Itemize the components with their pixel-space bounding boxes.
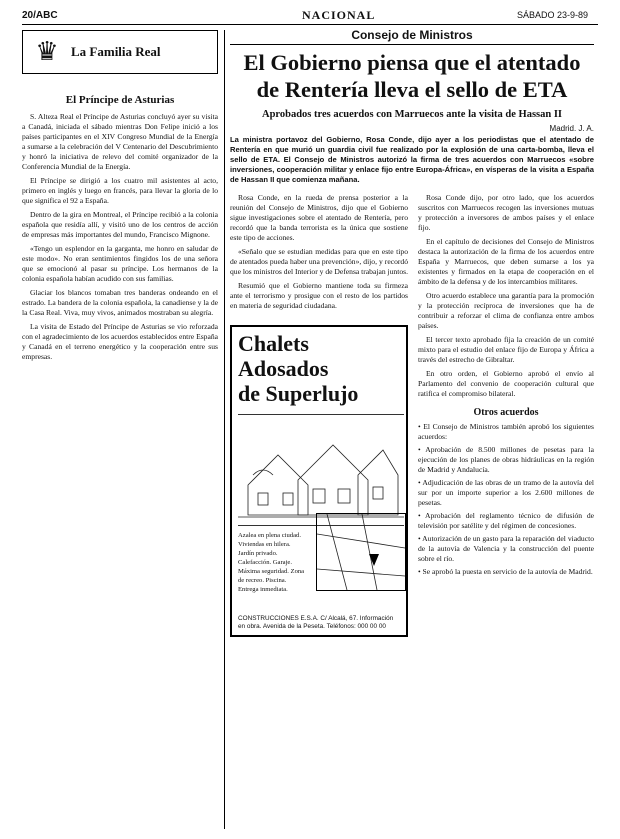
agreement-item: • Aprobación de 8.500 millones de pesetas para la ejecución de los planes de obras hidráulicas en la región de Madrid y Andalucía. bbox=[418, 445, 594, 474]
agreement-item: • Aprobación del reglamento técnico de difusión de televisión por satélite y del régimen de concesiones. bbox=[418, 511, 594, 530]
main-article bbox=[230, 28, 594, 829]
ad-copy: Azalea en plena ciudad. Viviendas en hilera. Jardín privado. Calefacción. Garaje. Máxima seguridad. Zona de recreo. Piscina. Entrega inmediata. bbox=[238, 532, 305, 593]
headline-line: El Gobierno piensa que el atentado bbox=[243, 50, 581, 75]
paragraph: Resumió que el Gobierno mantiene toda su firmeza ante el terrorismo y prosigue con el resto de los partidos en materia de seguridad ciudadana. bbox=[230, 281, 408, 310]
body-column-a bbox=[230, 193, 408, 637]
headline-line: de Rentería lleva el sello de ETA bbox=[256, 77, 568, 102]
advertisement bbox=[230, 325, 408, 637]
paragraph: El tercer texto aprobado fija la creación de un comité mixto para el estudio del enlace fijo de Europa y África a través del estrecho de Gibraltar. bbox=[418, 335, 594, 364]
kicker-rule bbox=[230, 44, 594, 45]
paragraph: Dentro de la gira en Montreal, el Príncipe recibió a la colonia española que residía allí, y visitó uno de los centros de acción de empresas más importantes del mundo, Francisco Mignone. bbox=[22, 210, 218, 239]
section-title: NACIONAL bbox=[302, 8, 376, 22]
paragraph: Rosa Conde dijo, por otro lado, que los acuerdos suscritos con Marruecos recogen las inversiones mutuas y protección a inversores de ambos países y el enlace fijo. bbox=[418, 193, 594, 232]
agreement-item: • Adjudicación de las obras de un tramo de la autovía del sur por un importe superior a los 2.600 millones de pesetas. bbox=[418, 478, 594, 507]
royal-family-badge bbox=[22, 30, 218, 74]
left-column bbox=[22, 30, 218, 829]
agreement-item: • Autorización de un gasto para la reparación del viaducto de la autovía de Valencia y la construcción del puente sobre el río. bbox=[418, 534, 594, 563]
agreement-item: • El Consejo de Ministros también aprobó los siguientes acuerdos: bbox=[418, 422, 594, 441]
paragraph: En otro orden, el Gobierno aprobó el envío al Parlamento del convenio de cooperación cultural que ratifica el compromiso bilateral. bbox=[418, 369, 594, 398]
location-map bbox=[316, 513, 406, 591]
paragraph: S. Alteza Real el Príncipe de Asturias concluyó ayer su visita a Canadá, iniciada el sábado mientras Don Felipe inició a los países participantes en el XIV Congreso Mundial de la Energía a sumarse a la celebración del V Centenario del Descubrimiento y honró la iniciativa de relevo del comité organizador de la Conferencia Mundial de la Energía. bbox=[22, 112, 218, 171]
paragraph: En el capítulo de decisiones del Consejo de Ministros destaca la autorización de la firma de los acuerdos entre España y Marruecos, que deben sumarse a los ya existentes y firmados en la etapa de cooperación en el ámbito de la defensa y de los intercambios militares. bbox=[418, 237, 594, 286]
other-agreements-heading: Otros acuerdos bbox=[473, 407, 539, 418]
article-lead: La ministra portavoz del Gobierno, Rosa Conde, dijo ayer a los periodistas que el atentado de Rentería en que murió un guardia civil fue realizado por la explosión de una carta-bomba, lleva el sello de ETA. El Consejo de Ministros autorizó la firma de tres acuerdos con Marruecos «sobre inversiones, cooperación militar y enlace fijo entre Europa-África», en vísperas de la visita a España de Hassan II que comienza mañana. bbox=[230, 135, 594, 184]
paragraph: Glaciar los blancos tomaban tres banderas ondeando en el estrado. La bandera de la colonia española, la canadiense y la de la Casa Real. Viva, muy vivos, animados mostraban su alegría. bbox=[22, 288, 218, 317]
article-headline bbox=[230, 49, 594, 103]
page-header bbox=[22, 8, 598, 24]
house-illustration bbox=[238, 414, 404, 526]
paragraph: El Príncipe se dirigió a los cuatro mil asistentes al acto, primero en inglés y luego en francés, para llevar la gloria de lo que significa el 92 a España. bbox=[22, 176, 218, 205]
ad-title-line: de Superlujo bbox=[238, 381, 359, 406]
column-divider bbox=[224, 30, 225, 829]
paragraph: Otro acuerdo establece una garantía para la promoción y la protección recíproca de inversiones que ha de contribuir a reforzar el clima de confianza entre ambos países. bbox=[418, 291, 594, 330]
badge-label: La Familia Real bbox=[71, 44, 161, 59]
agreement-item: • Se aprobó la puesta en servicio de la autovía de Madrid. bbox=[418, 567, 593, 576]
ad-footer: CONSTRUCCIONES E.S.A. C/ Alcalá, 67. Información en obra. Avenida de la Peseta. Teléfonos: 000 00 00 bbox=[238, 615, 394, 630]
paragraph: «Señalo que se estudian medidas para que en este tipo de atentados pueda haber una prevención», dijo, y recordó que los ministros del Interior y de Defensa trabajan juntos. bbox=[230, 247, 408, 276]
byline: Madrid. J. A. bbox=[549, 124, 594, 133]
article-kicker: Consejo de Ministros bbox=[351, 28, 473, 42]
article-subhead: El Príncipe de Asturias bbox=[65, 94, 175, 106]
page-number: 20/ABC bbox=[22, 10, 58, 21]
paragraph: La visita de Estado del Príncipe de Asturias se vio reforzada con el agradecimiento de los acuerdos establecidos entre España y Canadá en el terreno energético y la cooperación entre sus empresas. bbox=[22, 322, 218, 361]
body-column-b bbox=[418, 193, 594, 637]
paragraph: «Tengo un esplendor en la garganta, me honro en saludar de este modo». No eran sentimientos fingidos los de una señora que se emocionó al pasar su príncipe. Los hermanos de la colonia española habían acudido con sus familias. bbox=[22, 244, 218, 283]
article-body bbox=[230, 193, 594, 637]
royal-crest-icon: ♛ bbox=[35, 37, 59, 66]
paragraph: Rosa Conde, en la rueda de prensa posterior a la reunión del Consejo de Ministros, dijo que el Gobierno sigue investigaciones sobre el atentado de Rentería, pero recordó que la banda terrorista es la única que sostiene este tipo de acciones. bbox=[230, 193, 408, 242]
issue-date: SÁBADO 23-9-89 bbox=[516, 10, 588, 20]
header-rule bbox=[22, 24, 598, 25]
article-subtitle: Aprobados tres acuerdos con Marruecos ante la visita de Hassan II bbox=[261, 109, 563, 120]
ad-title bbox=[238, 331, 400, 406]
ad-title-line: Chalets Adosados bbox=[238, 331, 329, 381]
